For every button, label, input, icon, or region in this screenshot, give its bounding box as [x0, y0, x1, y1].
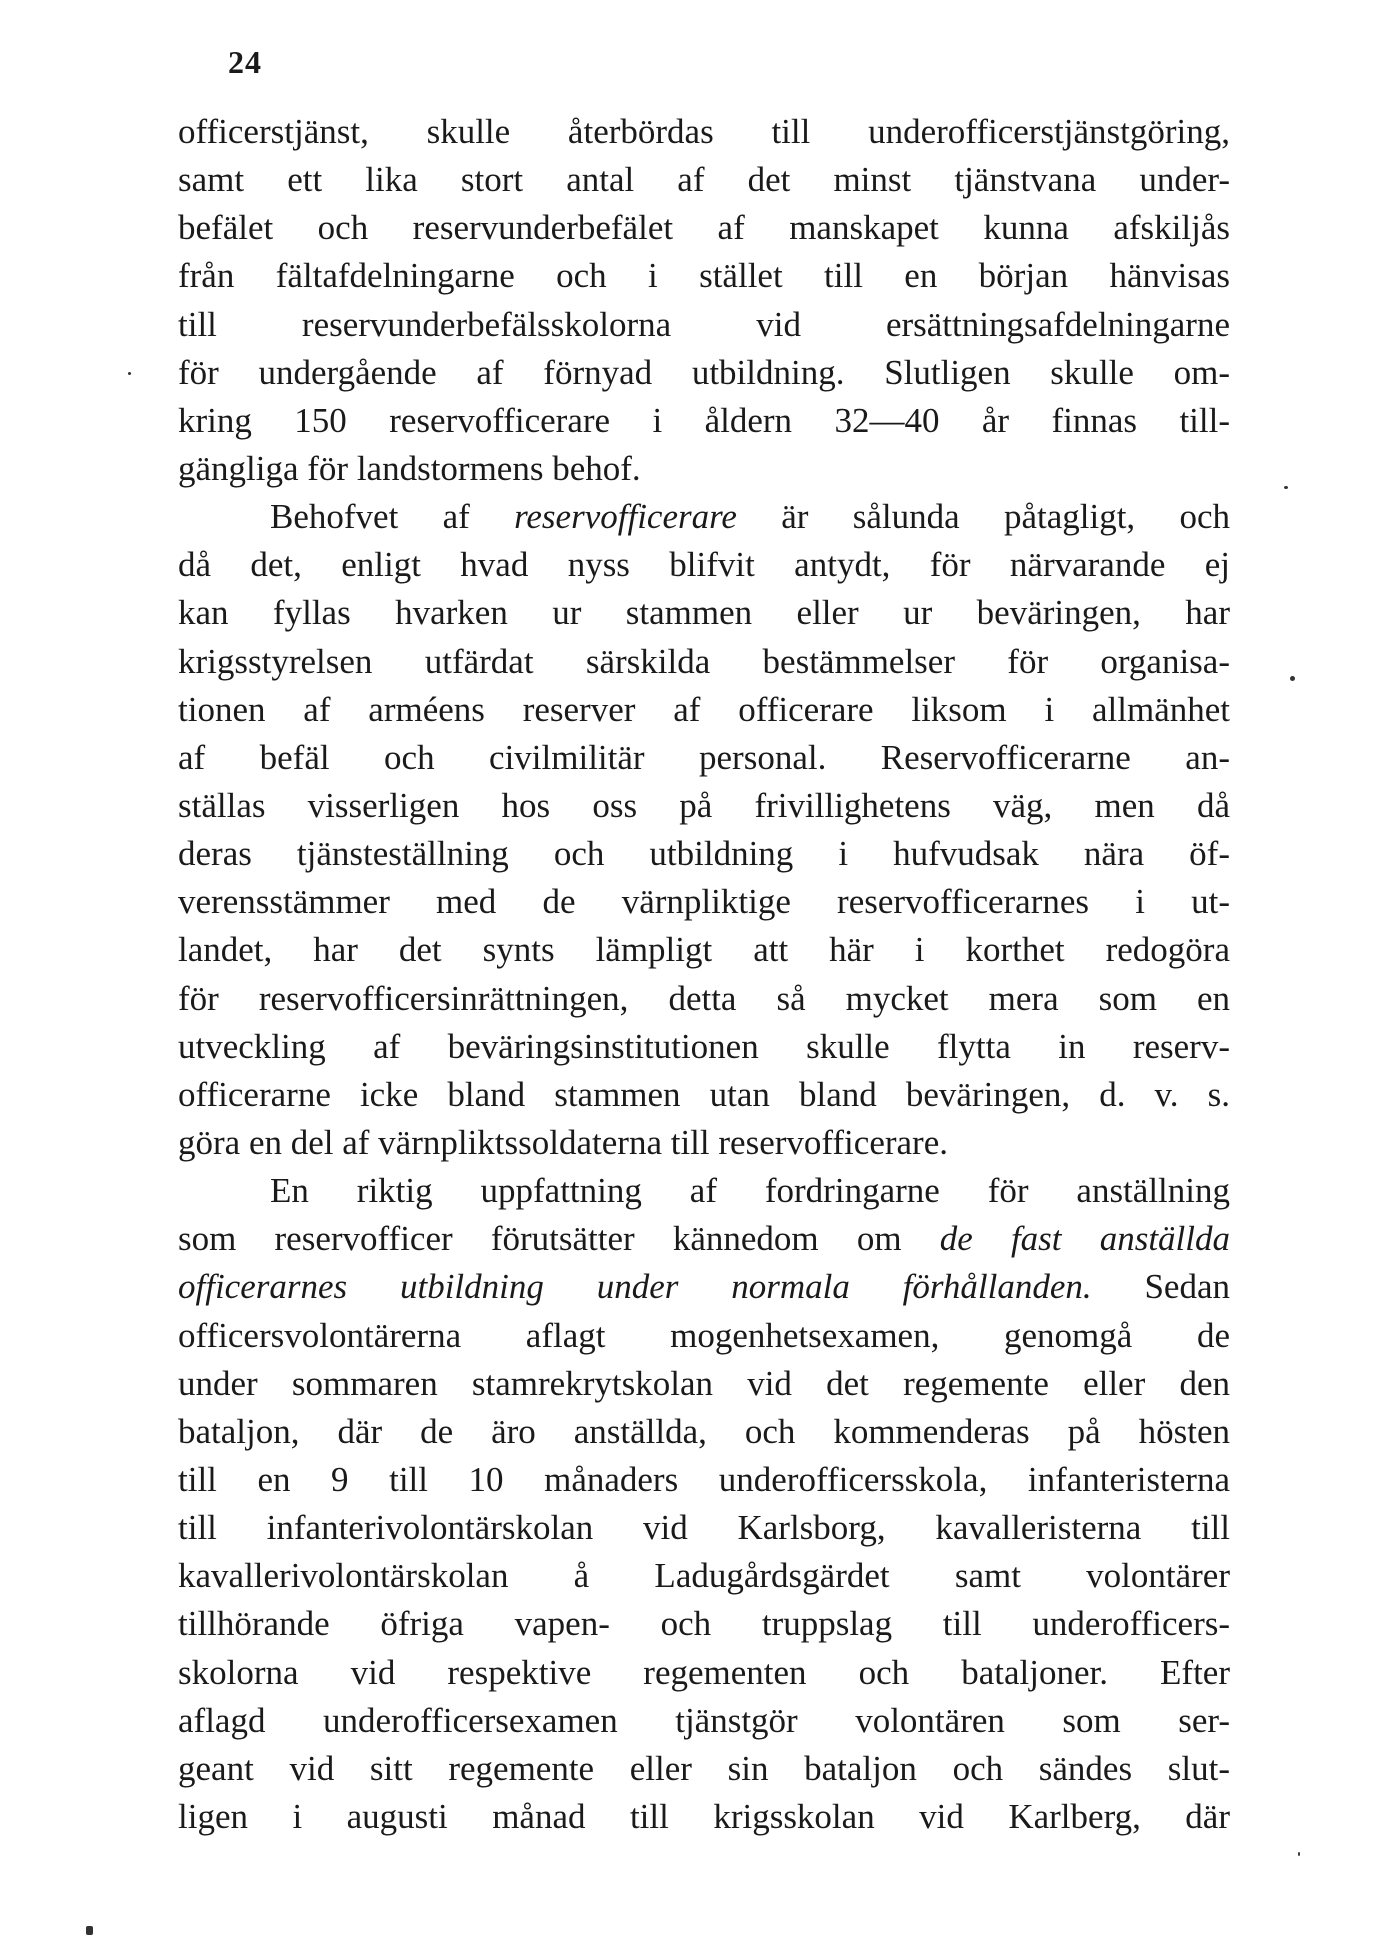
- text-segment: krigsstyrelsen utfärdat särskilda bestämmelser för organisa-: [178, 641, 1230, 681]
- text-segment: till reservunderbefälsskolorna vid ersättningsafdelningarne: [178, 304, 1230, 344]
- text-line: [178, 686, 1230, 734]
- text-line: [178, 1697, 1230, 1745]
- text-segment: bataljon, där de äro anställda, och kommenderas på hösten: [178, 1411, 1230, 1451]
- text-segment: aflagd underofficersexamen tjänstgör volontären som ser-: [178, 1700, 1230, 1740]
- text-line: [178, 638, 1230, 686]
- text-line: [178, 1649, 1230, 1697]
- body-text: [178, 108, 1230, 1841]
- text-segment: för undergående af förnyad utbildning. Slutligen skulle om-: [178, 352, 1230, 392]
- text-segment: ställas visserligen hos oss på frivillighetens väg, men då: [178, 785, 1230, 825]
- text-segment: deras tjänsteställning och utbildning i hufvudsak nära öf-: [178, 834, 1230, 874]
- text-line: [178, 1312, 1230, 1360]
- text-segment: gängliga för landstormens behof.: [178, 448, 641, 488]
- text-line: [178, 1504, 1230, 1552]
- scan-speck: [128, 372, 131, 375]
- text-line: [178, 830, 1230, 878]
- italic-text: officerarnes utbildning under normala förhållanden.: [178, 1267, 1092, 1307]
- text-line: [178, 397, 1230, 445]
- text-line: [178, 301, 1230, 349]
- scan-speck: [1290, 676, 1295, 681]
- text-line: [178, 541, 1230, 589]
- text-line: [178, 878, 1230, 926]
- text-segment: då det, enligt hvad nyss blifvit antydt, för närvarande ej: [178, 545, 1230, 585]
- text-segment: till en 9 till 10 månaders underofficersskola, infanteristerna: [178, 1459, 1230, 1499]
- text-line: [178, 1215, 1230, 1263]
- italic-text: reservofficerare: [514, 497, 737, 537]
- scan-speck: [86, 1926, 93, 1935]
- text-segment: kan fyllas hvarken ur stammen eller ur beväringen, har: [178, 593, 1230, 633]
- text-segment: tionen af arméens reserver af officerare liksom i allmänhet: [178, 689, 1230, 729]
- text-line: [178, 1552, 1230, 1600]
- text-segment: Sedan: [1091, 1267, 1230, 1307]
- text-line: [178, 1793, 1230, 1841]
- text-line: [178, 349, 1230, 397]
- text-line: [178, 1023, 1230, 1071]
- text-segment: göra en del af värnpliktssoldaterna till reservofficerare.: [178, 1122, 948, 1162]
- text-line: [178, 926, 1230, 974]
- text-line: [178, 156, 1230, 204]
- scan-speck: [1284, 486, 1288, 489]
- text-line: [178, 1408, 1230, 1456]
- text-line: [178, 782, 1230, 830]
- text-segment: En riktig uppfattning af fordringarne för anställning: [270, 1171, 1230, 1211]
- text-line: [178, 493, 1230, 541]
- text-line: [178, 734, 1230, 782]
- text-segment: befälet och reservunderbefälet af manskapet kunna afskiljås: [178, 208, 1230, 248]
- text-line: [178, 252, 1230, 300]
- text-segment: officersvolontärerna aflagt mogenhetsexamen, genomgå de: [178, 1315, 1230, 1355]
- text-segment: af befäl och civilmilitär personal. Reservofficerarne an-: [178, 737, 1230, 777]
- text-segment: från fältafdelningarne och i stället till en början hänvisas: [178, 256, 1230, 296]
- text-segment: tillhörande öfriga vapen- och truppslag till underofficers-: [178, 1604, 1230, 1644]
- text-line: [178, 1263, 1230, 1311]
- text-line: [178, 1167, 1230, 1215]
- text-segment: ligen i augusti månad till krigsskolan vid Karlberg, där: [178, 1796, 1230, 1836]
- text-segment: officerstjänst, skulle återbördas till underofficerstjänstgöring,: [178, 112, 1230, 151]
- text-segment: under sommaren stamrekrytskolan vid det regemente eller den: [178, 1363, 1230, 1403]
- text-line: [178, 1071, 1230, 1119]
- text-line: [178, 204, 1230, 252]
- text-line: [178, 1600, 1230, 1648]
- text-segment: samt ett lika stort antal af det minst tjänstvana under-: [178, 160, 1230, 200]
- text-segment: Behofvet af: [270, 497, 515, 537]
- text-line: [178, 1456, 1230, 1504]
- text-line: [178, 1745, 1230, 1793]
- text-segment: till infanterivolontärskolan vid Karlsborg, kavalleristerna till: [178, 1508, 1230, 1548]
- scan-speck: [1298, 1852, 1300, 1856]
- text-segment: verensstämmer med de värnpliktige reservofficerarnes i ut-: [178, 882, 1230, 922]
- text-segment: officerarne icke bland stammen utan bland beväringen, d. v. s.: [178, 1074, 1230, 1114]
- text-segment: kavallerivolontärskolan å Ladugårdsgärdet samt volontärer: [178, 1556, 1230, 1596]
- page-number: 24: [228, 44, 262, 80]
- text-segment: som reservofficer förutsätter kännedom om: [178, 1219, 940, 1259]
- text-segment: är sålunda påtagligt, och: [736, 497, 1231, 537]
- text-segment: kring 150 reservofficerare i åldern 32—40 år finnas till-: [178, 400, 1230, 440]
- text-segment: geant vid sitt regemente eller sin bataljon och sändes slut-: [178, 1748, 1230, 1788]
- text-line: [178, 975, 1230, 1023]
- text-line: [178, 1360, 1230, 1408]
- text-segment: landet, har det synts lämpligt att här i korthet redogöra: [178, 930, 1230, 970]
- italic-text: de fast anställda: [939, 1219, 1230, 1259]
- text-line: [178, 445, 1230, 493]
- text-segment: skolorna vid respektive regementen och bataljoner. Efter: [178, 1652, 1230, 1692]
- text-segment: utveckling af beväringsinstitutionen skulle flytta in reserv-: [178, 1026, 1230, 1066]
- text-line: [178, 1119, 1230, 1167]
- text-segment: för reservofficersinrättningen, detta så mycket mera som en: [178, 978, 1230, 1018]
- text-line: [178, 589, 1230, 637]
- text-line: [178, 108, 1230, 156]
